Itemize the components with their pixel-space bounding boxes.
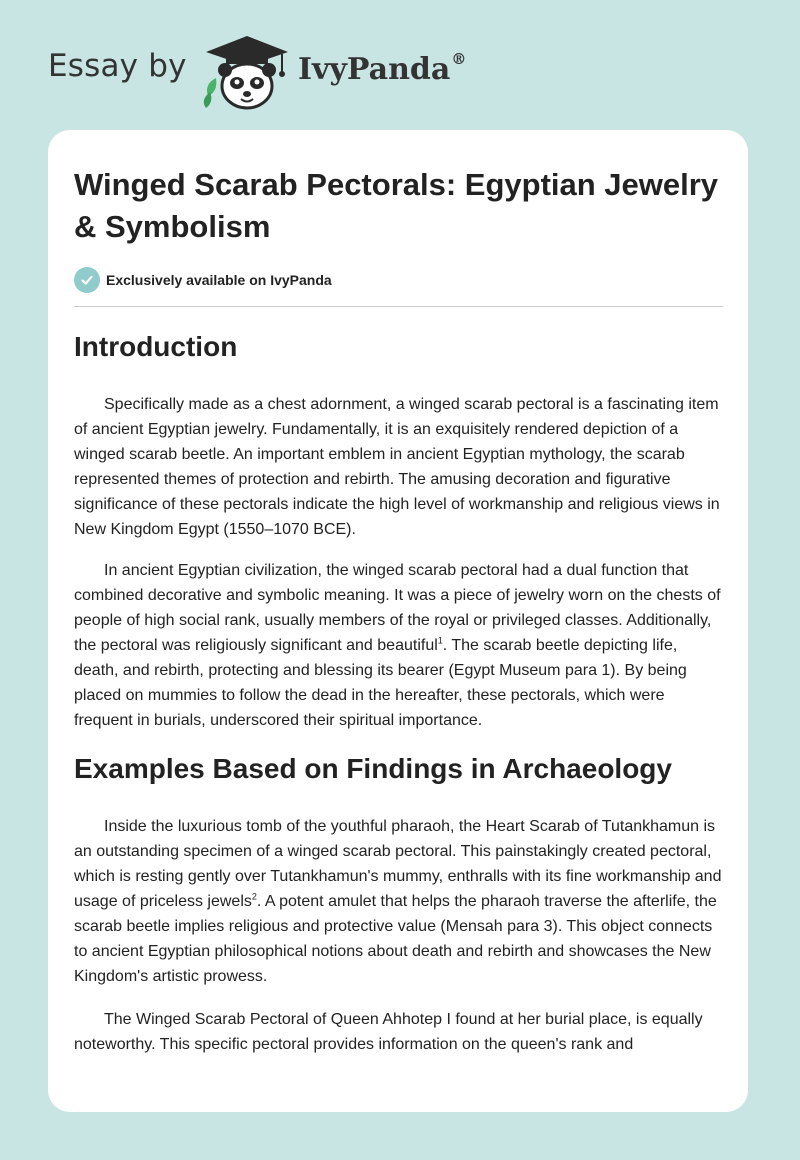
article-title: Winged Scarab Pectorals: Egyptian Jewelry & Symbolism bbox=[74, 167, 719, 244]
footnote-ref[interactable]: 2 bbox=[251, 891, 257, 902]
section-heading-introduction: Introduction bbox=[74, 331, 238, 362]
exclusive-badge bbox=[74, 266, 724, 294]
paragraph: Specifically made as a chest adornment, a winged scarab pectoral is a fascinating item of ancient Egyptian jewelry. Fundamentally, it is an exquisitely rendered depiction of a winged scarab beetle. An important emblem in ancient Egyptian mythology, the scarab represented themes of protection and rebirth. The amusing decoration and figurative significance of these pectorals indicate the high level of workmanship and religious views in New Kingdom Egypt (1550–1070 BCE). bbox=[74, 396, 720, 538]
article-content bbox=[74, 130, 724, 1057]
paragraph: In ancient Egyptian civilization, the winged scarab pectoral had a dual function that combined decorative and symbolic meaning. It was a piece of jewelry worn on the chests of people of high social rank, usually members of the royal or privileged classes. Additionally, the pectoral was religiously significant and beautiful$^1$. The scarab beetle depicting life, death, and rebirth, protecting and blessing its bearer (Egypt Museum para 1). By being placed on mummies to follow the dead in the hereafter, these pectorals, which were frequent in burials, underscored their spiritual importance. bbox=[74, 562, 721, 729]
brand-name[interactable]: IvyPanda® bbox=[298, 50, 467, 87]
article-card bbox=[48, 130, 748, 1112]
registered-mark: ® bbox=[451, 50, 467, 68]
exclusive-label: Exclusively available on IvyPanda bbox=[106, 272, 332, 288]
ivypanda-logo-icon[interactable] bbox=[198, 34, 296, 110]
checkmark-icon bbox=[74, 267, 100, 293]
paragraph: The Winged Scarab Pectoral of Queen Ahhotep I found at her burial place, is equally noteworthy. This specific pectoral provides information on the queen's rank and bbox=[74, 1011, 703, 1053]
footnote-ref[interactable]: 1 bbox=[437, 635, 443, 646]
site-header bbox=[48, 30, 548, 110]
section-heading-examples: Examples Based on Findings in Archaeology bbox=[74, 753, 672, 784]
paragraph: Inside the luxurious tomb of the youthful pharaoh, the Heart Scarab of Tutankhamun is an outstanding specimen of a winged scarab pectoral. This painstakingly created pectoral, which is resting gently over Tutankhamun's mummy, enthralls with its fine workmanship and usage of priceless jewels$^2$. A potent amulet that helps the pharaoh traverse the afterlife, the scarab beetle implies religious and protective value (Mensah para 3). This object connects to ancient Egyptian philosophical notions about death and rebirth and showcases the New Kingdom's artistic prowess. bbox=[74, 818, 722, 985]
divider bbox=[74, 306, 723, 307]
essay-by-label: Essay by bbox=[48, 48, 187, 84]
